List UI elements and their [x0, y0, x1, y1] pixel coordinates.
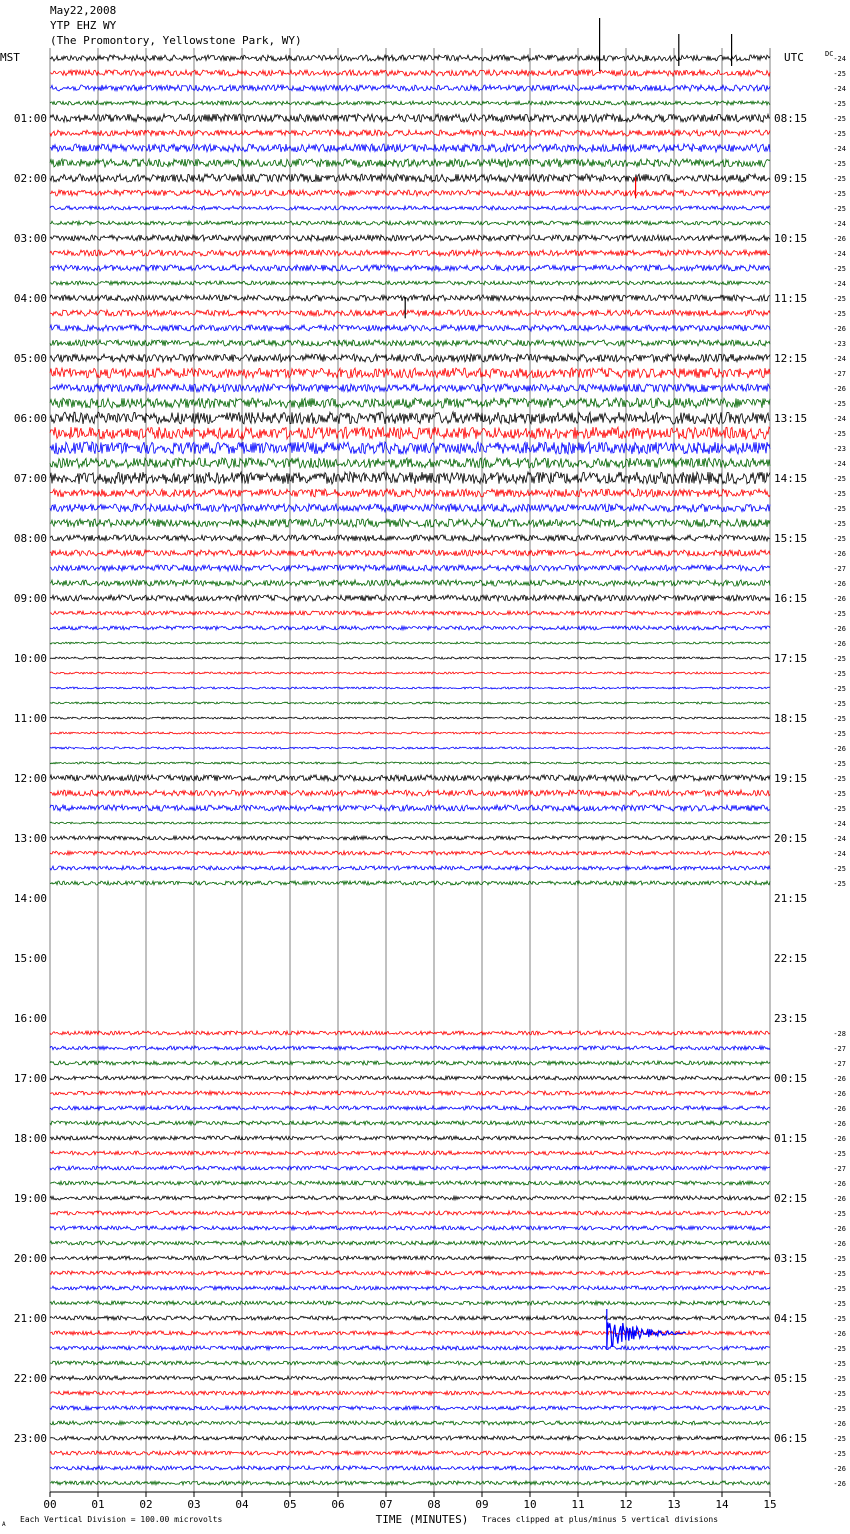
right-hour-label: 02:15: [774, 1192, 808, 1205]
left-hour-label: 17:00: [13, 1072, 47, 1085]
seismic-trace: [50, 1466, 770, 1470]
dc-offset-label: -25: [833, 805, 846, 813]
dc-offset-label: -25: [833, 775, 846, 783]
dc-offset-label: -26: [833, 625, 846, 633]
seismic-trace: [50, 1421, 770, 1425]
dc-offset-label: -25: [833, 100, 846, 108]
left-hour-label: 15:00: [13, 952, 47, 965]
left-hour-label: 07:00: [13, 472, 47, 485]
right-hour-label: 03:15: [774, 1252, 808, 1265]
seismic-trace: [50, 595, 770, 601]
dc-offset-label: -25: [833, 130, 846, 138]
dc-column-label: DC: [825, 50, 834, 58]
seismic-trace: [50, 762, 770, 764]
dc-offset-label: -24: [833, 820, 846, 828]
seismic-trace: [50, 384, 770, 392]
dc-offset-label: -25: [833, 535, 846, 543]
dc-offset-label: -26: [833, 550, 846, 558]
seismic-trace: [50, 340, 770, 346]
dc-offset-label: -26: [833, 1195, 846, 1203]
seismic-trace: [50, 657, 770, 659]
left-hour-label: 08:00: [13, 532, 47, 545]
seismic-trace: [50, 550, 770, 556]
right-hour-label: 11:15: [774, 292, 808, 305]
seismic-trace: [50, 672, 770, 674]
x-tick-label: 07: [379, 1498, 393, 1511]
right-hour-label: 21:15: [774, 892, 808, 905]
dc-offset-label: -25: [833, 505, 846, 513]
seismic-trace: [50, 398, 770, 408]
seismic-trace: [50, 310, 770, 316]
dc-offset-label: -25: [833, 1375, 846, 1383]
x-tick-label: 14: [715, 1498, 729, 1511]
dc-offset-label: -25: [833, 1405, 846, 1413]
dc-offset-label: -24: [833, 835, 846, 843]
seismic-trace: [50, 174, 770, 182]
seismic-trace: [50, 159, 770, 167]
seismic-trace: [50, 55, 770, 61]
title-location: (The Promontory, Yellowstone Park, WY): [50, 34, 302, 47]
seismic-trace: [50, 732, 770, 734]
seismic-trace: [50, 130, 770, 136]
dc-offset-label: -25: [833, 400, 846, 408]
dc-offset-label: -26: [833, 580, 846, 588]
dc-offset-label: -25: [833, 160, 846, 168]
seismic-trace: [50, 1376, 770, 1380]
clip-note: Traces clipped at plus/minus 5 vertical divisions: [482, 1515, 719, 1524]
dc-offset-label: -24: [833, 145, 846, 153]
right-hour-label: 17:15: [774, 652, 808, 665]
seismic-trace: [50, 1256, 770, 1260]
dc-offset-label: -23: [833, 340, 846, 348]
x-tick-label: 08: [427, 1498, 441, 1511]
seismic-trace: [50, 1211, 770, 1215]
seismic-trace: [50, 1226, 770, 1230]
seismic-trace: [50, 144, 770, 152]
dc-offset-label: -26: [833, 1180, 846, 1188]
seismic-trace: [50, 687, 770, 689]
dc-offset-label: -24: [833, 250, 846, 258]
left-hour-label: 03:00: [13, 232, 47, 245]
left-hour-label: 10:00: [13, 652, 47, 665]
dc-offset-label: -27: [833, 565, 846, 573]
left-hour-label: 01:00: [13, 112, 47, 125]
right-hour-label: 00:15: [774, 1072, 808, 1085]
left-hour-label: 13:00: [13, 832, 47, 845]
dc-offset-label: -24: [833, 220, 846, 228]
dc-offset-label: -23: [833, 445, 846, 453]
seismic-trace: [50, 114, 770, 122]
seismic-trace: [50, 295, 770, 301]
dc-offset-label: -25: [833, 1345, 846, 1353]
seismic-trace: [50, 580, 770, 586]
left-hour-label: 04:00: [13, 292, 47, 305]
dc-offset-label: -26: [833, 1075, 846, 1083]
dc-offset-label: -25: [833, 1450, 846, 1458]
dc-offset-label: -26: [833, 1090, 846, 1098]
seismic-trace: [50, 1406, 770, 1410]
dc-offset-label: -27: [833, 1165, 846, 1173]
seismic-trace: [50, 535, 770, 541]
dc-offset-label: -24: [833, 280, 846, 288]
x-tick-label: 05: [283, 1498, 297, 1511]
right-hour-label: 05:15: [774, 1372, 808, 1385]
seismic-trace: [50, 1436, 770, 1440]
seismic-trace: [50, 775, 770, 781]
seismic-trace: [50, 717, 770, 719]
seismic-trace: [50, 325, 770, 331]
dc-offset-label: -25: [833, 430, 846, 438]
dc-offset-label: -26: [833, 745, 846, 753]
dc-offset-label: -25: [833, 295, 846, 303]
right-hour-label: 20:15: [774, 832, 808, 845]
seismic-trace: [50, 265, 770, 271]
dc-offset-label: -25: [833, 700, 846, 708]
x-tick-label: 02: [139, 1498, 153, 1511]
seismic-trace: [50, 1061, 770, 1065]
seismic-trace: [50, 442, 770, 454]
x-tick-label: 04: [235, 1498, 249, 1511]
title-date: May22,2008: [50, 4, 117, 17]
right-axis-label: UTC: [784, 51, 804, 64]
right-hour-label: 01:15: [774, 1132, 808, 1145]
seismic-trace: [50, 427, 770, 439]
dc-offset-label: -27: [833, 370, 846, 378]
seismic-trace: [50, 1361, 770, 1365]
seismic-trace: [50, 881, 770, 885]
dc-offset-label: -25: [833, 205, 846, 213]
seismic-trace: [50, 1166, 770, 1170]
dc-offset-label: -24: [833, 460, 846, 468]
seismic-trace: [50, 1136, 770, 1140]
seismic-trace: [50, 1121, 770, 1125]
seismic-trace: [50, 354, 770, 362]
seismic-trace: [50, 281, 770, 285]
left-hour-label: 22:00: [13, 1372, 47, 1385]
x-tick-label: 15: [763, 1498, 777, 1511]
seismic-trace: [50, 1091, 770, 1095]
x-tick-label: 10: [523, 1498, 537, 1511]
seismic-trace: [50, 1181, 770, 1185]
dc-offset-label: -26: [833, 1330, 846, 1338]
right-hour-label: 14:15: [774, 472, 808, 485]
dc-offset-label: -25: [833, 190, 846, 198]
left-hour-label: 16:00: [13, 1012, 47, 1025]
seismic-trace: [50, 504, 770, 512]
right-hour-label: 08:15: [774, 112, 808, 125]
x-tick-label: 11: [571, 1498, 585, 1511]
left-hour-label: 23:00: [13, 1432, 47, 1445]
left-hour-label: 02:00: [13, 172, 47, 185]
dc-offset-label: -24: [833, 355, 846, 363]
seismic-trace: [50, 1076, 770, 1080]
dc-offset-label: -25: [833, 490, 846, 498]
x-tick-label: 06: [331, 1498, 345, 1511]
seismic-trace: [50, 1286, 770, 1290]
seismic-trace: [50, 101, 770, 105]
right-hour-label: 12:15: [774, 352, 808, 365]
dc-offset-label: -25: [833, 1255, 846, 1263]
left-hour-label: 06:00: [13, 412, 47, 425]
x-axis-title: TIME (MINUTES): [375, 1513, 469, 1526]
seismic-trace: [50, 489, 770, 497]
seismic-trace: [50, 1346, 770, 1350]
right-hour-label: 23:15: [774, 1012, 808, 1025]
x-tick-label: 00: [43, 1498, 57, 1511]
dc-offset-label: -26: [833, 1240, 846, 1248]
seismic-trace: [50, 190, 770, 196]
dc-offset-label: -25: [833, 1270, 846, 1278]
left-hour-label: 21:00: [13, 1312, 47, 1325]
dc-offset-label: -25: [833, 175, 846, 183]
x-tick-label: 01: [91, 1498, 105, 1511]
dc-offset-label: -25: [833, 1315, 846, 1323]
seismic-trace: [50, 851, 770, 855]
dc-offset-label: -26: [833, 1105, 846, 1113]
dc-offset-label: -24: [833, 415, 846, 423]
dc-offset-label: -25: [833, 1285, 846, 1293]
dc-offset-label: -26: [833, 235, 846, 243]
seismic-trace: [50, 221, 770, 225]
dc-offset-label: -25: [833, 1210, 846, 1218]
left-axis-label: MST: [0, 51, 20, 64]
seismic-trace: [50, 1196, 770, 1200]
left-hour-label: 05:00: [13, 352, 47, 365]
left-hour-label: 11:00: [13, 712, 47, 725]
title-station: YTP EHZ WY: [50, 19, 117, 32]
dc-offset-label: -24: [833, 55, 846, 63]
dc-offset-label: -26: [833, 325, 846, 333]
seismic-trace: [50, 472, 770, 484]
dc-offset-label: -25: [833, 880, 846, 888]
right-hour-label: 19:15: [774, 772, 808, 785]
dc-offset-label: -25: [833, 1390, 846, 1398]
dc-offset-label: -26: [833, 1480, 846, 1488]
dc-offset-label: -24: [833, 850, 846, 858]
dc-offset-label: -25: [833, 1150, 846, 1158]
dc-offset-label: -25: [833, 655, 846, 663]
seismic-trace: [50, 626, 770, 630]
dc-offset-label: -25: [833, 520, 846, 528]
right-hour-label: 22:15: [774, 952, 808, 965]
seismic-trace: [50, 790, 770, 796]
seismic-trace: [50, 458, 770, 468]
seismic-trace: [50, 250, 770, 256]
seismic-trace: [50, 206, 770, 210]
dc-offset-label: -25: [833, 310, 846, 318]
right-hour-label: 18:15: [774, 712, 808, 725]
dc-offset-label: -26: [833, 1420, 846, 1428]
dc-offset-label: -26: [833, 595, 846, 603]
right-hour-label: 04:15: [774, 1312, 808, 1325]
seismic-trace: [50, 642, 770, 644]
dc-offset-label: -26: [833, 1465, 846, 1473]
left-hour-label: 20:00: [13, 1252, 47, 1265]
seismic-trace: [50, 565, 770, 571]
seismic-trace: [50, 1316, 770, 1320]
seismic-trace: [50, 1046, 770, 1050]
dc-offset-label: -25: [833, 760, 846, 768]
dc-offset-label: -25: [833, 265, 846, 273]
scale-note: Each Vertical Division = 100.00 microvolts: [20, 1515, 223, 1524]
dc-offset-label: -25: [833, 730, 846, 738]
seismic-trace: [50, 1106, 770, 1110]
dc-offset-label: -25: [833, 115, 846, 123]
left-hour-label: 09:00: [13, 592, 47, 605]
seismic-trace: [50, 235, 770, 241]
seismic-trace: [50, 1241, 770, 1245]
dc-offset-label: -25: [833, 670, 846, 678]
corner-mark: A: [2, 1521, 6, 1528]
dc-offset-label: -25: [833, 610, 846, 618]
x-tick-label: 03: [187, 1498, 201, 1511]
dc-offset-label: -27: [833, 1045, 846, 1053]
dc-offset-label: -25: [833, 1435, 846, 1443]
dc-offset-label: -25: [833, 1300, 846, 1308]
dc-offset-label: -25: [833, 715, 846, 723]
seismic-trace: [50, 1451, 770, 1455]
seismic-trace: [50, 805, 770, 811]
seismic-trace: [50, 611, 770, 615]
dc-offset-label: -27: [833, 1060, 846, 1068]
right-hour-label: 06:15: [774, 1432, 808, 1445]
right-hour-label: 15:15: [774, 532, 808, 545]
dc-offset-label: -26: [833, 1120, 846, 1128]
dc-offset-label: -26: [833, 1135, 846, 1143]
seismic-trace: [50, 85, 770, 91]
x-tick-label: 09: [475, 1498, 489, 1511]
right-hour-label: 09:15: [774, 172, 808, 185]
seismic-trace: [50, 1481, 770, 1485]
dc-offset-label: -25: [833, 790, 846, 798]
left-hour-label: 18:00: [13, 1132, 47, 1145]
left-hour-label: 19:00: [13, 1192, 47, 1205]
seismic-trace: [50, 519, 770, 527]
seismic-trace: [50, 368, 770, 378]
right-hour-label: 10:15: [774, 232, 808, 245]
dc-offset-label: -26: [833, 385, 846, 393]
right-hour-label: 16:15: [774, 592, 808, 605]
seismic-trace: [50, 747, 770, 749]
seismic-trace: [50, 412, 770, 424]
seismic-trace: [50, 1271, 770, 1275]
dc-offset-label: -25: [833, 70, 846, 78]
x-tick-label: 13: [667, 1498, 681, 1511]
seismic-trace: [50, 836, 770, 840]
dc-offset-label: -25: [833, 475, 846, 483]
left-hour-label: 14:00: [13, 892, 47, 905]
seismic-trace: [50, 1151, 770, 1155]
dc-offset-label: -25: [833, 1360, 846, 1368]
seismic-trace: [50, 1391, 770, 1395]
dc-offset-label: -25: [833, 685, 846, 693]
left-hour-label: 12:00: [13, 772, 47, 785]
dc-offset-label: -25: [833, 865, 846, 873]
dc-offset-label: -28: [833, 1030, 846, 1038]
x-tick-label: 12: [619, 1498, 633, 1511]
seismic-trace: [50, 1031, 770, 1035]
dc-offset-label: -26: [833, 640, 846, 648]
seismic-trace: [50, 70, 770, 76]
seismic-trace: [50, 1301, 770, 1305]
seismic-trace: [50, 822, 770, 824]
dc-offset-label: -26: [833, 1225, 846, 1233]
seismic-trace: [50, 866, 770, 870]
dc-offset-label: -24: [833, 85, 846, 93]
seismic-trace: [50, 702, 770, 704]
right-hour-label: 13:15: [774, 412, 808, 425]
